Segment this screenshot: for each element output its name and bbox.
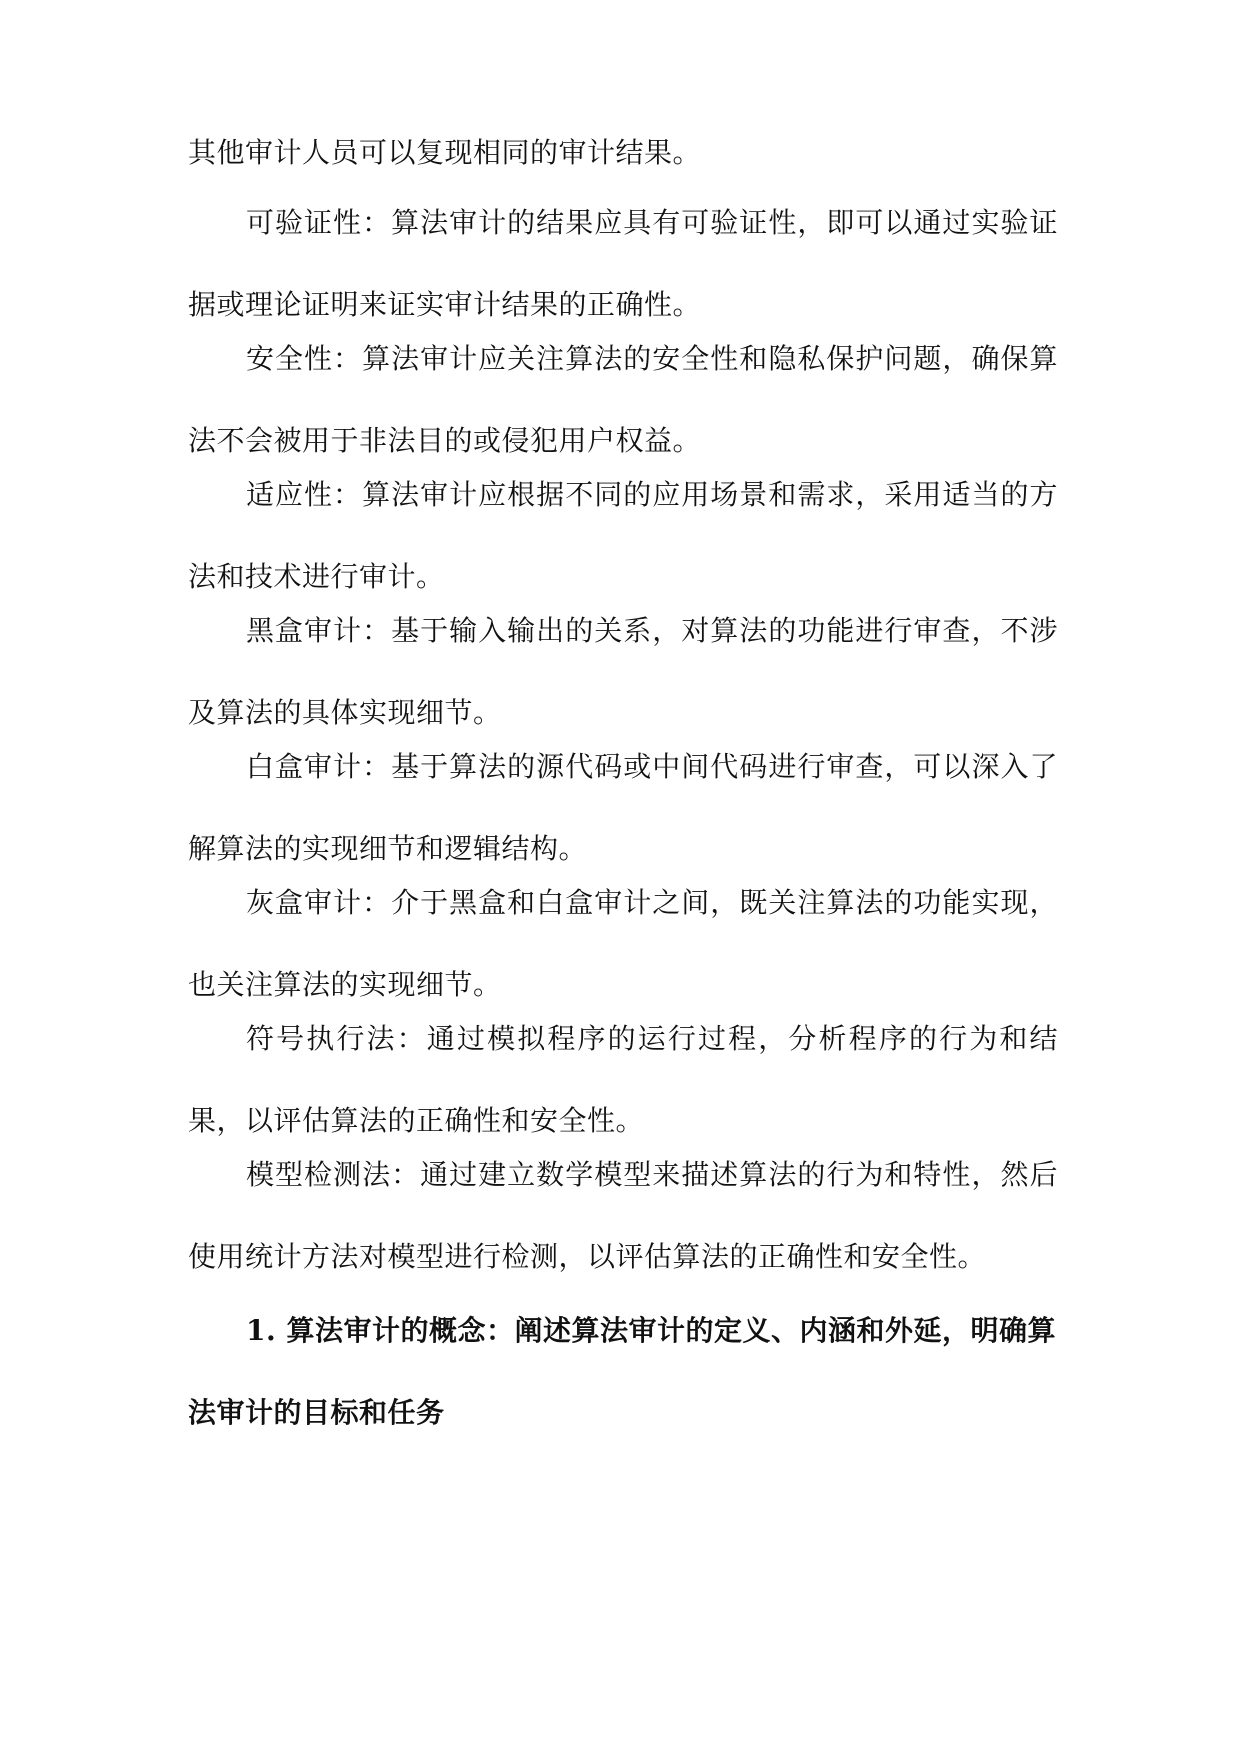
paragraph-model-checking: 模型检测法：通过建立数学模型来描述算法的行为和特性，然后使用统计方法对模型进行检测，以评估算法的正确性和安全性。 xyxy=(188,1158,1058,1273)
section-heading: 1. 算法审计的概念：阐述算法审计的定义、内涵和外延，明确算法审计的目标和任务 xyxy=(188,1314,1056,1429)
paragraph-continuation: 其他审计人员可以复现相同的审计结果。 xyxy=(188,136,702,169)
paragraph-symbolic-execution: 符号执行法：通过模拟程序的运行过程，分析程序的行为和结果，以评估算法的正确性和安全性。 xyxy=(188,1022,1058,1137)
paragraph-security: 安全性：算法审计应关注算法的安全性和隐私保护问题，确保算法不会被用于非法目的或侵犯用户权益。 xyxy=(188,342,1058,457)
paragraph-graybox-audit: 灰盒审计：介于黑盒和白盒审计之间，既关注算法的功能实现，也关注算法的实现细节。 xyxy=(188,886,1058,1001)
paragraph-whitebox-audit: 白盒审计：基于算法的源代码或中间代码进行审查，可以深入了解算法的实现细节和逻辑结构。 xyxy=(188,750,1058,865)
paragraph-adaptability: 适应性：算法审计应根据不同的应用场景和需求，采用适当的方法和技术进行审计。 xyxy=(188,478,1058,593)
paragraph-blackbox-audit: 黑盒审计：基于输入输出的关系，对算法的功能进行审查，不涉及算法的具体实现细节。 xyxy=(188,614,1058,729)
paragraph-verifiability: 可验证性：算法审计的结果应具有可验证性，即可以通过实验证据或理论证明来证实审计结果的正确性。 xyxy=(188,206,1058,321)
